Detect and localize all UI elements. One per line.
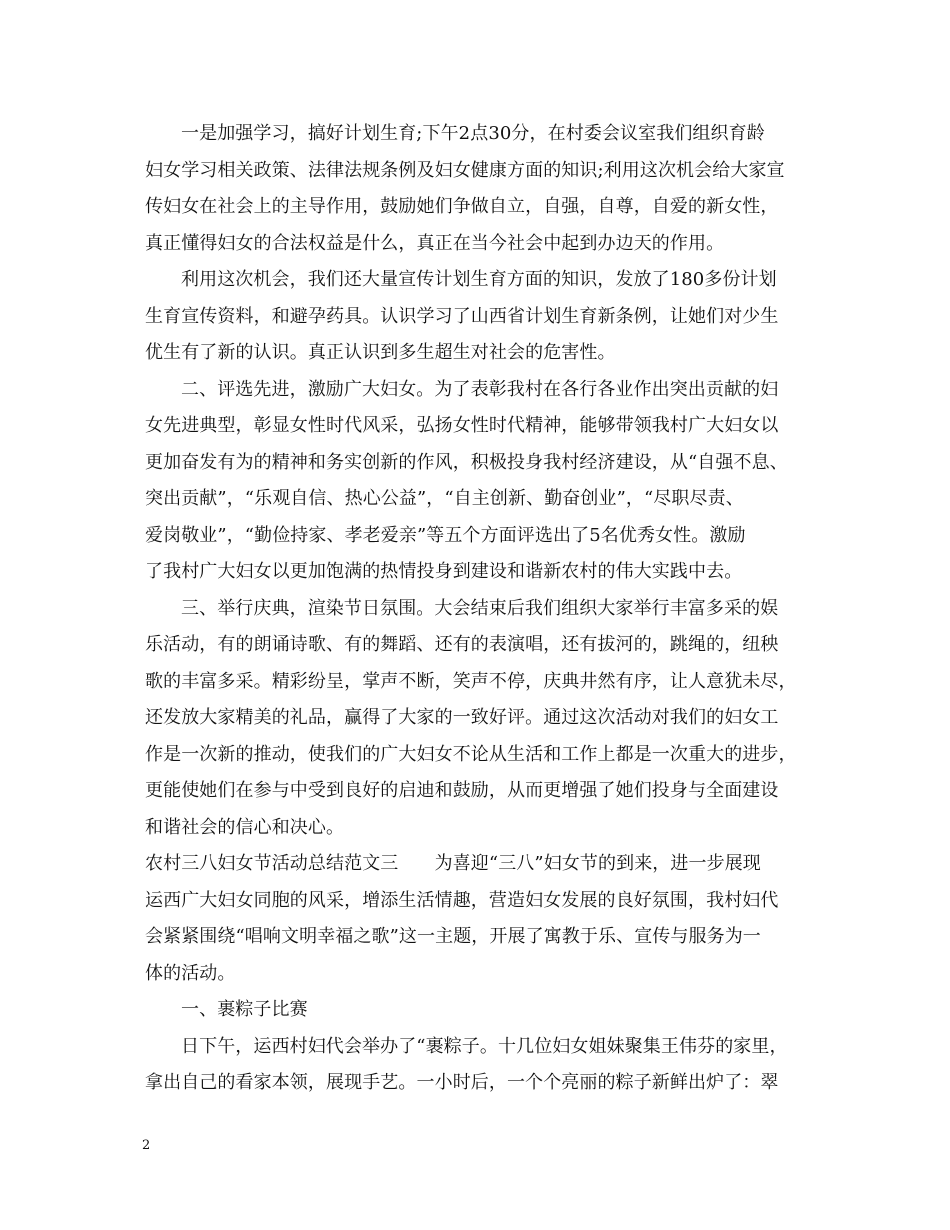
text-line: 了我村广大妇女以更加饱满的热情投身到建设和谐新农村的伟大实践中去。 (145, 561, 743, 582)
text-line: 乐活动，有的朗诵诗歌、有的舞蹈、还有的表演唱，还有拔河的，跳绳的，纽秧 (145, 634, 779, 655)
text-line: 三、举行庆典，渲染节日氛围。大会结束后我们组织大家举行丰富多采的娱 (181, 597, 779, 619)
text-line: 日下午，运西村妇代会举办了“裹粽子。十几位妇女姐妹聚集王伟芬的家里， (181, 1035, 788, 1057)
text-line: 作是一次新的推动，使我们的广大妇女不论从生活和工作上都是一次重大的进步， (145, 743, 797, 765)
text-line: 农村三八妇女节活动总结范文三 为喜迎“三八”妇女节的到来，进一步展现 (145, 853, 761, 874)
text-line: 还发放大家精美的礼品，赢得了大家的一致好评。通过这次活动对我们的妇女工 (145, 707, 779, 728)
text-line: 女先进典型，彰显女性时代风采，弘扬女性时代精神，能够带领我村广大妇女以 (145, 415, 779, 436)
text-line: 会紧紧围绕“唱响文明幸福之歌”这一主题，开展了寓教于乐、宣传与服务为一 (145, 926, 761, 947)
text-line: 利用这次机会，我们还大量宣传计划生育方面的知识，发放了180多份计划 (181, 269, 777, 290)
text-line: 歌的丰富多采。精彩纷呈，掌声不断，笑声不停，庆典井然有序，让人意犹未尽， (145, 670, 797, 692)
text-line: 更加奋发有为的精神和务实创新的作风，积极投身我村经济建设，从“自强不息、 (145, 451, 788, 473)
text-line: 突出贡献”，“乐观自信、热心公益”，“自主创新、勤奋创业”，“尽职尽责、 (145, 488, 744, 509)
section-heading: 一、裹粽子比赛 (181, 999, 308, 1020)
text-line: 爱岗敬业”，“勤俭持家、孝老爱亲”等五个方面评选出了5名优秀女性。激励 (145, 524, 746, 546)
page-number: 2 (142, 1138, 151, 1153)
text-line: 二、评选先进，激励广大妇女。为了表彰我村在各行各业作出突出贡献的妇 (181, 378, 779, 400)
text-line: 生育宣传资料，和避孕药具。认识学习了山西省计划生育新条例，让她们对少生 (145, 305, 779, 327)
text-line: 更能使她们在参与中受到良好的启迪和鼓励，从而更增强了她们投身与全面建设 (145, 780, 779, 801)
text-line: 优生有了新的认识。真正认识到多生超生对社会的危害性。 (145, 342, 616, 363)
text-line: 体的活动。 (145, 962, 236, 984)
text-line: 运西广大妇女同胞的风采，增添生活情趣，营造妇女发展的良好氛围，我村妇代 (145, 889, 779, 911)
text-line: 和谐社会的信心和决心。 (145, 816, 345, 838)
text-line: 一是加强学习，搞好计划生育;下午2点30分，在村委会议室我们组织育龄 (181, 123, 765, 144)
text-line: 传妇女在社会上的主导作用，鼓励她们争做自立，自强，自尊，自爱的新女性， (145, 196, 779, 217)
text-line: 真正懂得妇女的合法权益是什么，真正在当今社会中起到办边天的作用。 (145, 232, 725, 254)
document-body (145, 116, 805, 1102)
text-line: 妇女学习相关政策、法律法规条例及妇女健康方面的知识;利用这次机会给大家宣 (145, 159, 785, 181)
text-line: 拿出自己的看家本领，展现手艺。一小时后，一个个亮丽的粽子新鲜出炉了：翠 (145, 1072, 779, 1093)
